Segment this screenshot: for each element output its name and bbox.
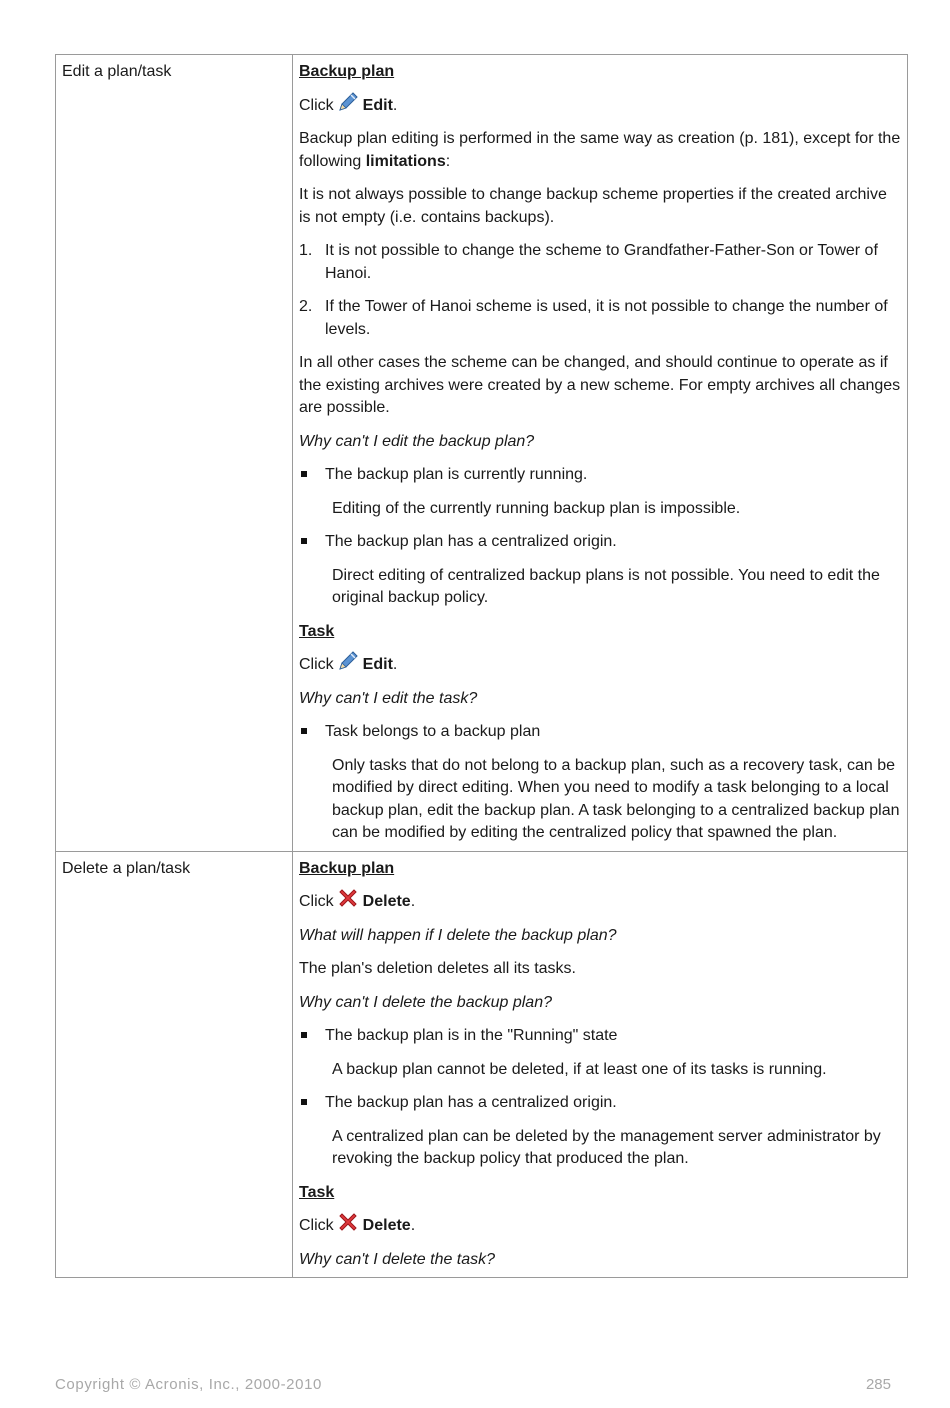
editing-intro: Backup plan editing is performed in the same way as creation (p. 181), except for the following limitations: <box>299 130 901 170</box>
description-cell <box>293 851 908 1278</box>
description-cell <box>293 55 908 852</box>
what-happens-question: What will happen if I delete the backup plan? <box>299 926 617 944</box>
task-heading: Task <box>299 1183 335 1201</box>
action-label: Edit a plan/task <box>62 63 172 80</box>
bullet-detail: A backup plan cannot be deleted, if at least one of its tasks is running. <box>332 1060 827 1078</box>
bullet-item: The backup plan is in the "Running" state <box>299 1025 901 1048</box>
task-heading: Task <box>299 622 335 640</box>
bullet-detail: A centralized plan can be deleted by the management server administrator by revoking the backup policy that produced the plan. <box>332 1127 881 1167</box>
pencil-icon <box>337 650 359 672</box>
deletion-note: The plan's deletion deletes all its tasks. <box>299 960 576 977</box>
click-delete-task-line: Click Delete . <box>299 1215 901 1238</box>
table-row-delete <box>56 851 908 1278</box>
click-delete-line: Click Delete . <box>299 891 901 914</box>
list-item: 1. It is not possible to change the scheme to Grandfather-Father-Son or Tower of Hanoi. <box>299 242 878 282</box>
pencil-icon <box>337 91 359 113</box>
backup-plan-heading: Backup plan <box>299 63 395 80</box>
red-x-icon <box>337 887 359 909</box>
bullet-item: Task belongs to a backup plan <box>299 721 901 744</box>
action-label: Delete a plan/task <box>62 859 191 877</box>
bullet-item: The backup plan has a centralized origin. <box>299 1092 901 1115</box>
action-cell <box>56 851 293 1278</box>
scheme-note: It is not always possible to change backup scheme properties if the created archive is not empty (i.e. contains backups). <box>299 186 887 226</box>
action-cell <box>56 55 293 852</box>
bullet-detail: Direct editing of centralized backup plans is not possible. You need to edit the original backup policy. <box>332 566 880 606</box>
why-edit-task-question: Why can't I edit the task? <box>299 689 478 707</box>
why-delete-plan-question: Why can't I delete the backup plan? <box>299 993 552 1011</box>
backup-plan-heading: Backup plan <box>299 859 395 877</box>
why-edit-plan-question: Why can't I edit the backup plan? <box>299 432 535 450</box>
bullet-detail: Only tasks that do not belong to a backup plan, such as a recovery task, can be modified by direct editing. When you need to modify a task belonging to a local backup plan, edit the backup plan. A task belonging to a centralized backup plan can be modified by editing the centralized policy that spawned the plan. <box>332 756 900 841</box>
click-edit-line: Click Edit . <box>299 95 901 118</box>
copyright-footer: Copyright © Acronis, Inc., 2000-2010 <box>55 1376 322 1393</box>
bullet-item: The backup plan has a centralized origin. <box>299 531 901 554</box>
page-number: 285 <box>865 1376 891 1393</box>
limitations-list <box>299 240 901 341</box>
click-edit-task-line: Click Edit . <box>299 654 901 677</box>
why-delete-task-question: Why can't I delete the task? <box>299 1250 496 1268</box>
list-item: 2. If the Tower of Hanoi scheme is used, it is not possible to change the number of levels. <box>299 298 888 338</box>
bullet-item: The backup plan is currently running. <box>299 464 901 487</box>
bullet-detail: Editing of the currently running backup plan is impossible. <box>332 499 741 517</box>
actions-table <box>55 54 908 1278</box>
table-row-edit <box>56 55 908 852</box>
other-cases-note: In all other cases the scheme can be changed, and should continue to operate as if the existing archives were created by a new scheme. For empty archives all changes are possible. <box>299 354 901 416</box>
red-x-icon <box>337 1211 359 1233</box>
